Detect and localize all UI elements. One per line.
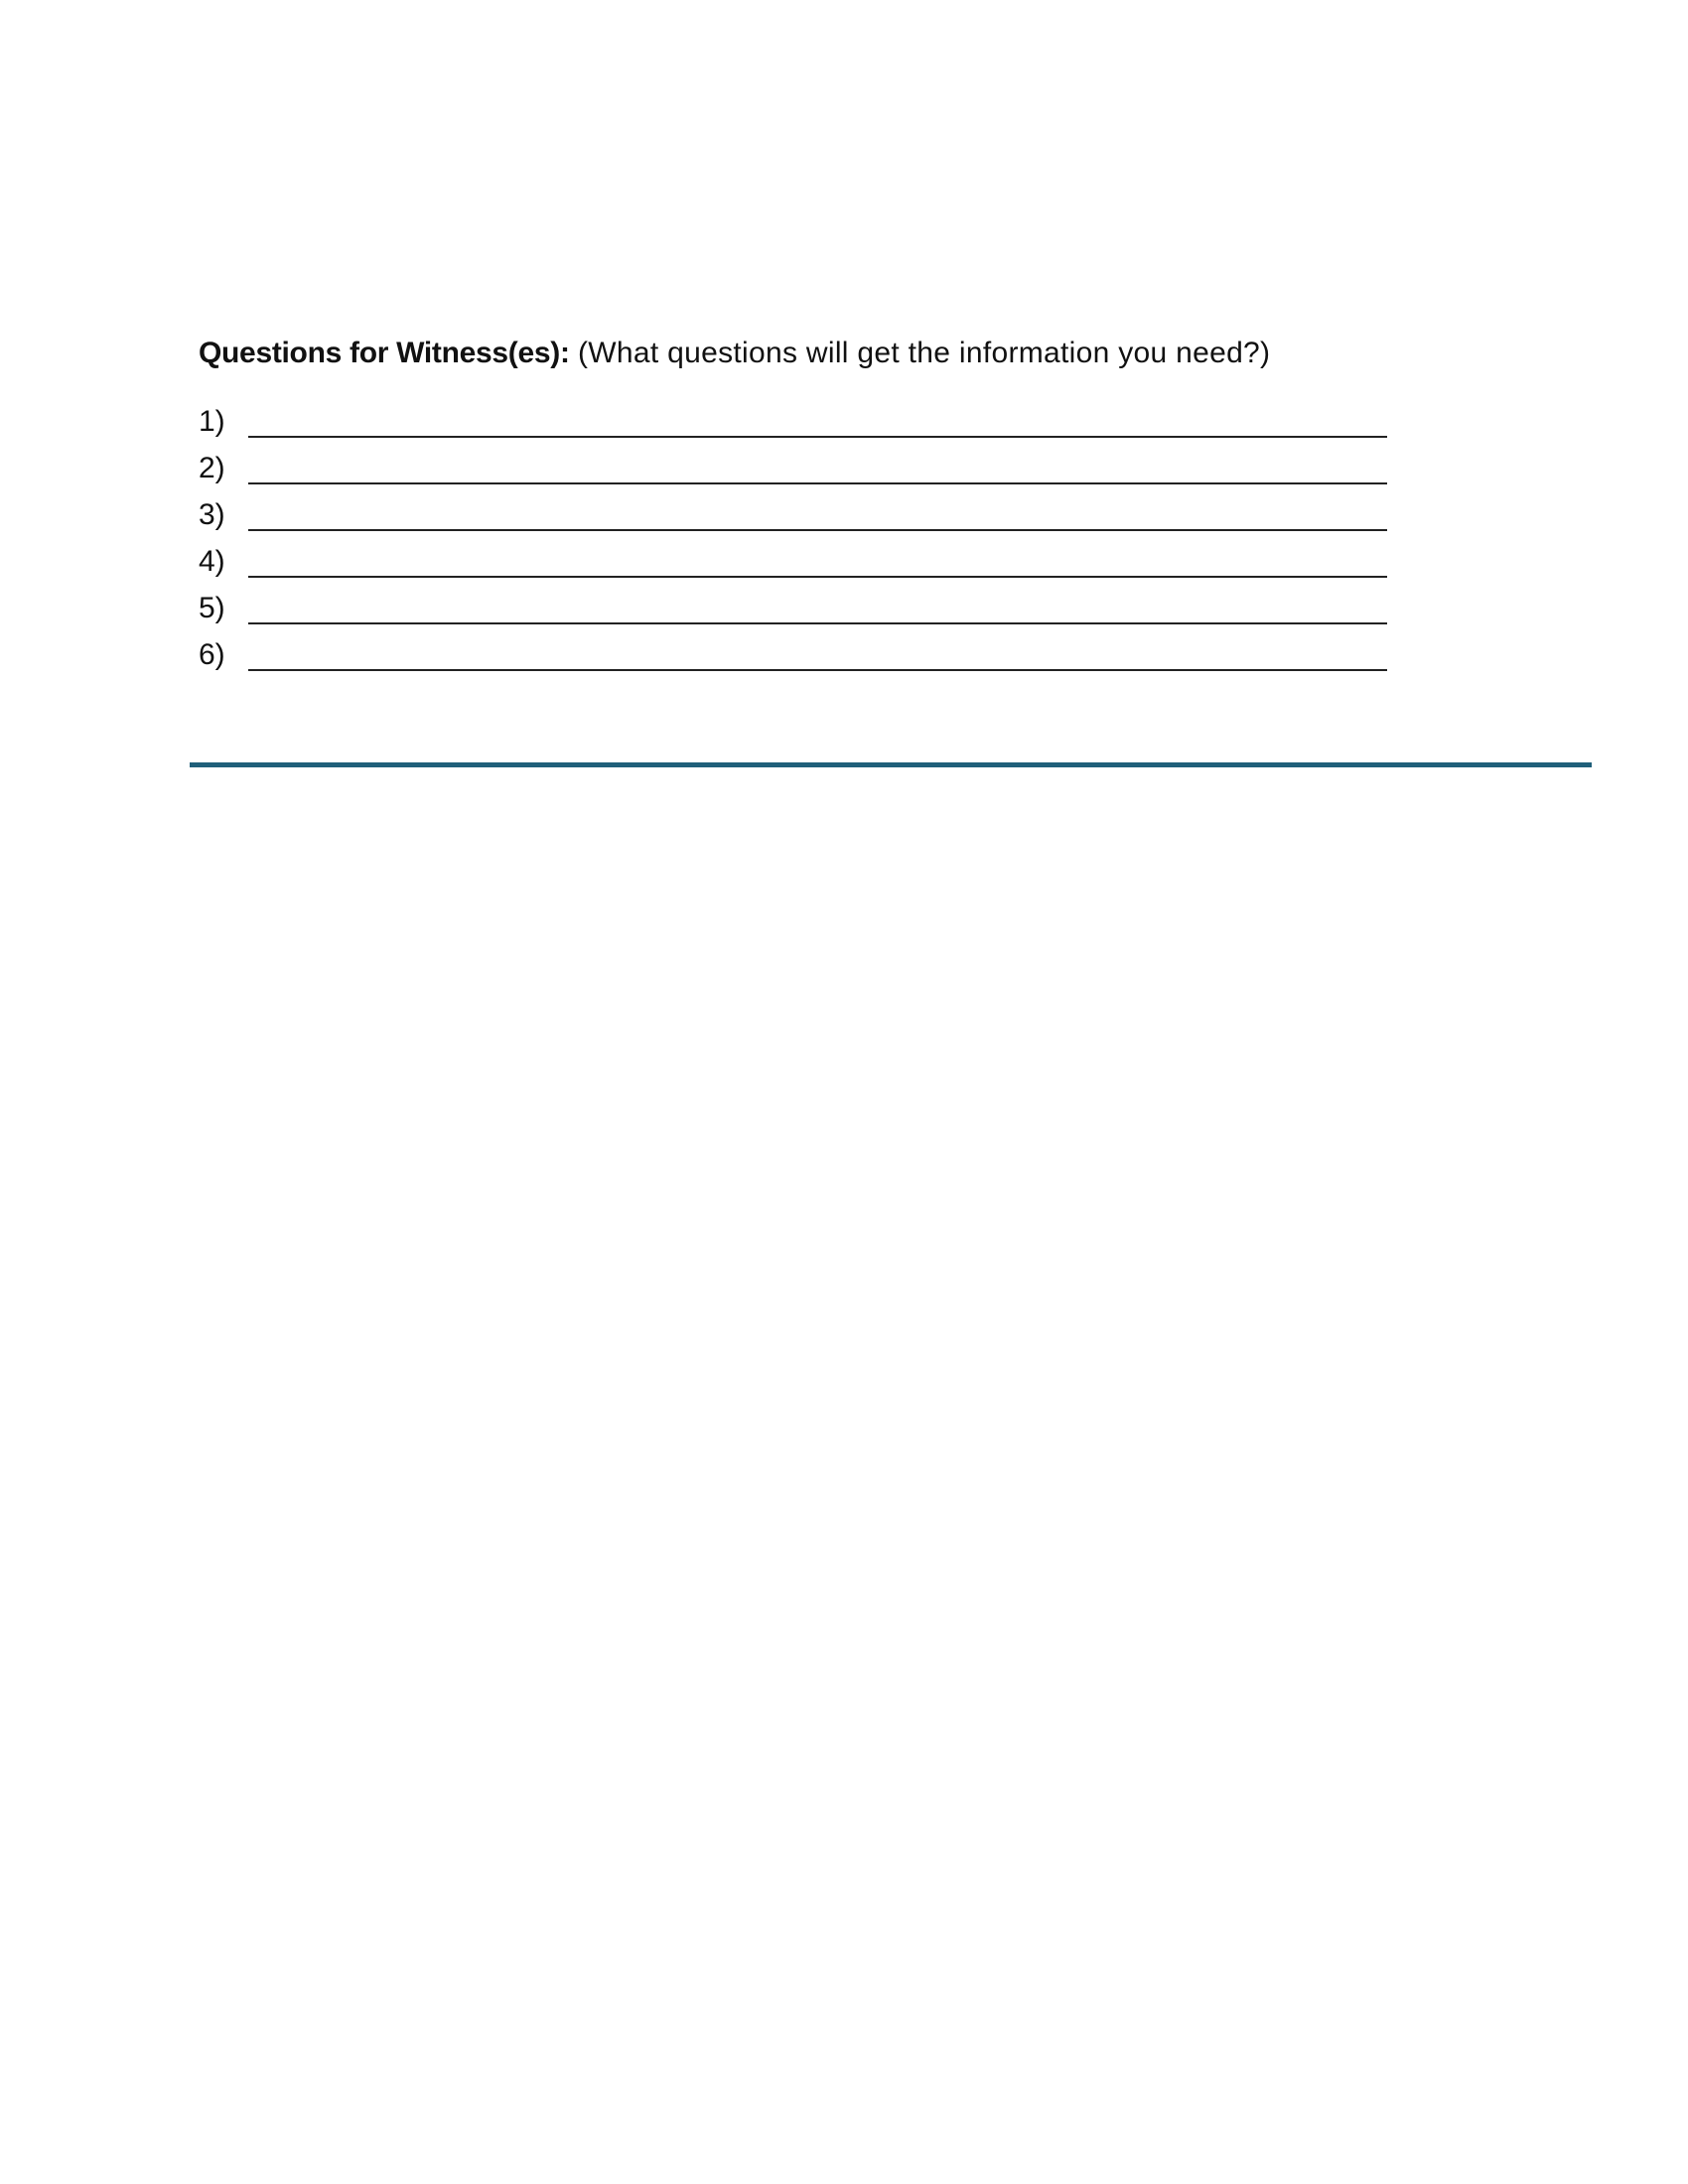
answer-blank-line[interactable] — [248, 576, 1387, 578]
question-row — [199, 495, 1390, 542]
question-row — [199, 449, 1390, 495]
heading-instructions: (What questions will get the information you need?) — [578, 337, 1271, 369]
answer-blank-line[interactable] — [248, 622, 1387, 624]
question-list — [199, 402, 1390, 682]
question-row — [199, 635, 1390, 682]
question-number: 1) — [199, 405, 225, 438]
question-number: 2) — [199, 452, 225, 484]
section-heading — [199, 334, 1270, 373]
question-number: 3) — [199, 498, 225, 531]
answer-blank-line[interactable] — [248, 669, 1387, 671]
question-row — [199, 589, 1390, 635]
question-number: 5) — [199, 592, 225, 624]
question-number: 4) — [199, 545, 225, 578]
question-number: 6) — [199, 638, 225, 671]
section-divider — [190, 762, 1592, 767]
answer-blank-line[interactable] — [248, 529, 1387, 531]
answer-blank-line[interactable] — [248, 482, 1387, 484]
answer-blank-line[interactable] — [248, 436, 1387, 438]
question-row — [199, 402, 1390, 449]
question-row — [199, 542, 1390, 589]
heading-title: Questions for Witness(es): — [199, 337, 570, 369]
